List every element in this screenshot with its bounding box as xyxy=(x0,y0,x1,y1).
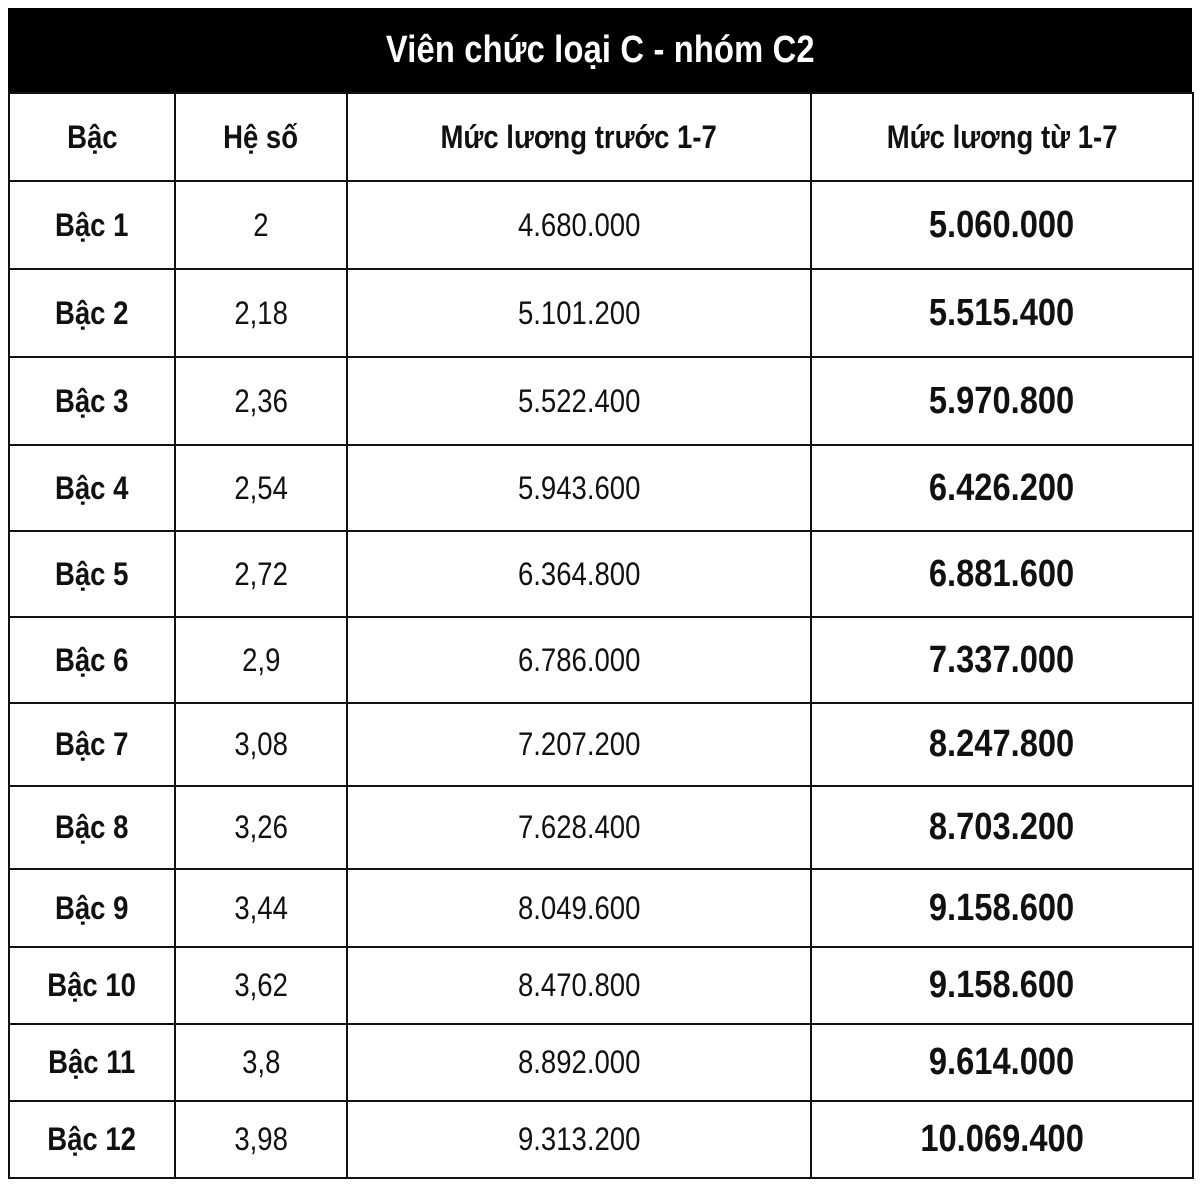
coefficient-cell: 3,98 xyxy=(175,1101,347,1178)
salary-before-cell: 8.892.000 xyxy=(347,1024,811,1101)
table-title: Viên chức loại C - nhóm C2 xyxy=(385,28,815,71)
salary-table-sheet xyxy=(8,8,1192,1179)
table-row xyxy=(9,531,1193,617)
header-salary-before: Mức lương trước 1-7 xyxy=(347,93,811,181)
salary-from-cell: 8.247.800 xyxy=(811,703,1193,786)
coefficient-cell: 2,18 xyxy=(175,269,347,357)
table-row xyxy=(9,181,1193,269)
coefficient-cell: 2 xyxy=(175,181,347,269)
salary-from-cell: 9.614.000 xyxy=(811,1024,1193,1101)
salary-before-cell: 8.470.800 xyxy=(347,947,811,1024)
coefficient-cell: 2,36 xyxy=(175,357,347,445)
rank-cell: Bậc 2 xyxy=(9,269,175,357)
coefficient-cell: 3,8 xyxy=(175,1024,347,1101)
salary-before-cell: 5.522.400 xyxy=(347,357,811,445)
salary-before-cell: 8.049.600 xyxy=(347,869,811,947)
coefficient-cell: 2,54 xyxy=(175,445,347,531)
table-row xyxy=(9,269,1193,357)
salary-before-cell: 7.628.400 xyxy=(347,786,811,869)
salary-from-cell: 5.515.400 xyxy=(811,269,1193,357)
rank-cell: Bậc 1 xyxy=(9,181,175,269)
table-row xyxy=(9,947,1193,1024)
table-row xyxy=(9,1101,1193,1178)
header-salary-from: Mức lương từ 1-7 xyxy=(811,93,1193,181)
salary-from-cell: 10.069.400 xyxy=(811,1101,1193,1178)
salary-before-cell: 7.207.200 xyxy=(347,703,811,786)
table-row xyxy=(9,357,1193,445)
table-row xyxy=(9,445,1193,531)
salary-from-cell: 9.158.600 xyxy=(811,947,1193,1024)
table-row xyxy=(9,786,1193,869)
coefficient-cell: 3,62 xyxy=(175,947,347,1024)
table-title-bar xyxy=(8,8,1192,92)
coefficient-cell: 3,44 xyxy=(175,869,347,947)
salary-from-cell: 7.337.000 xyxy=(811,617,1193,703)
salary-from-cell: 6.881.600 xyxy=(811,531,1193,617)
rank-cell: Bậc 4 xyxy=(9,445,175,531)
rank-cell: Bậc 3 xyxy=(9,357,175,445)
salary-before-cell: 6.786.000 xyxy=(347,617,811,703)
rank-cell: Bậc 9 xyxy=(9,869,175,947)
rank-cell: Bậc 10 xyxy=(9,947,175,1024)
salary-before-cell: 9.313.200 xyxy=(347,1101,811,1178)
coefficient-cell: 2,72 xyxy=(175,531,347,617)
table-row xyxy=(9,1024,1193,1101)
salary-before-cell: 5.943.600 xyxy=(347,445,811,531)
salary-from-cell: 5.060.000 xyxy=(811,181,1193,269)
salary-from-cell: 5.970.800 xyxy=(811,357,1193,445)
table-row xyxy=(9,617,1193,703)
rank-cell: Bậc 6 xyxy=(9,617,175,703)
rank-cell: Bậc 8 xyxy=(9,786,175,869)
salary-before-cell: 6.364.800 xyxy=(347,531,811,617)
coefficient-cell: 3,26 xyxy=(175,786,347,869)
coefficient-cell: 2,9 xyxy=(175,617,347,703)
rank-cell: Bậc 11 xyxy=(9,1024,175,1101)
salary-from-cell: 6.426.200 xyxy=(811,445,1193,531)
table-row xyxy=(9,703,1193,786)
coefficient-cell: 3,08 xyxy=(175,703,347,786)
salary-table xyxy=(8,92,1194,1179)
header-row xyxy=(9,93,1193,181)
header-rank: Bậc xyxy=(9,93,175,181)
header-coefficient: Hệ số xyxy=(175,93,347,181)
salary-from-cell: 8.703.200 xyxy=(811,786,1193,869)
rank-cell: Bậc 12 xyxy=(9,1101,175,1178)
table-row xyxy=(9,869,1193,947)
salary-before-cell: 5.101.200 xyxy=(347,269,811,357)
rank-cell: Bậc 5 xyxy=(9,531,175,617)
rank-cell: Bậc 7 xyxy=(9,703,175,786)
salary-from-cell: 9.158.600 xyxy=(811,869,1193,947)
salary-before-cell: 4.680.000 xyxy=(347,181,811,269)
